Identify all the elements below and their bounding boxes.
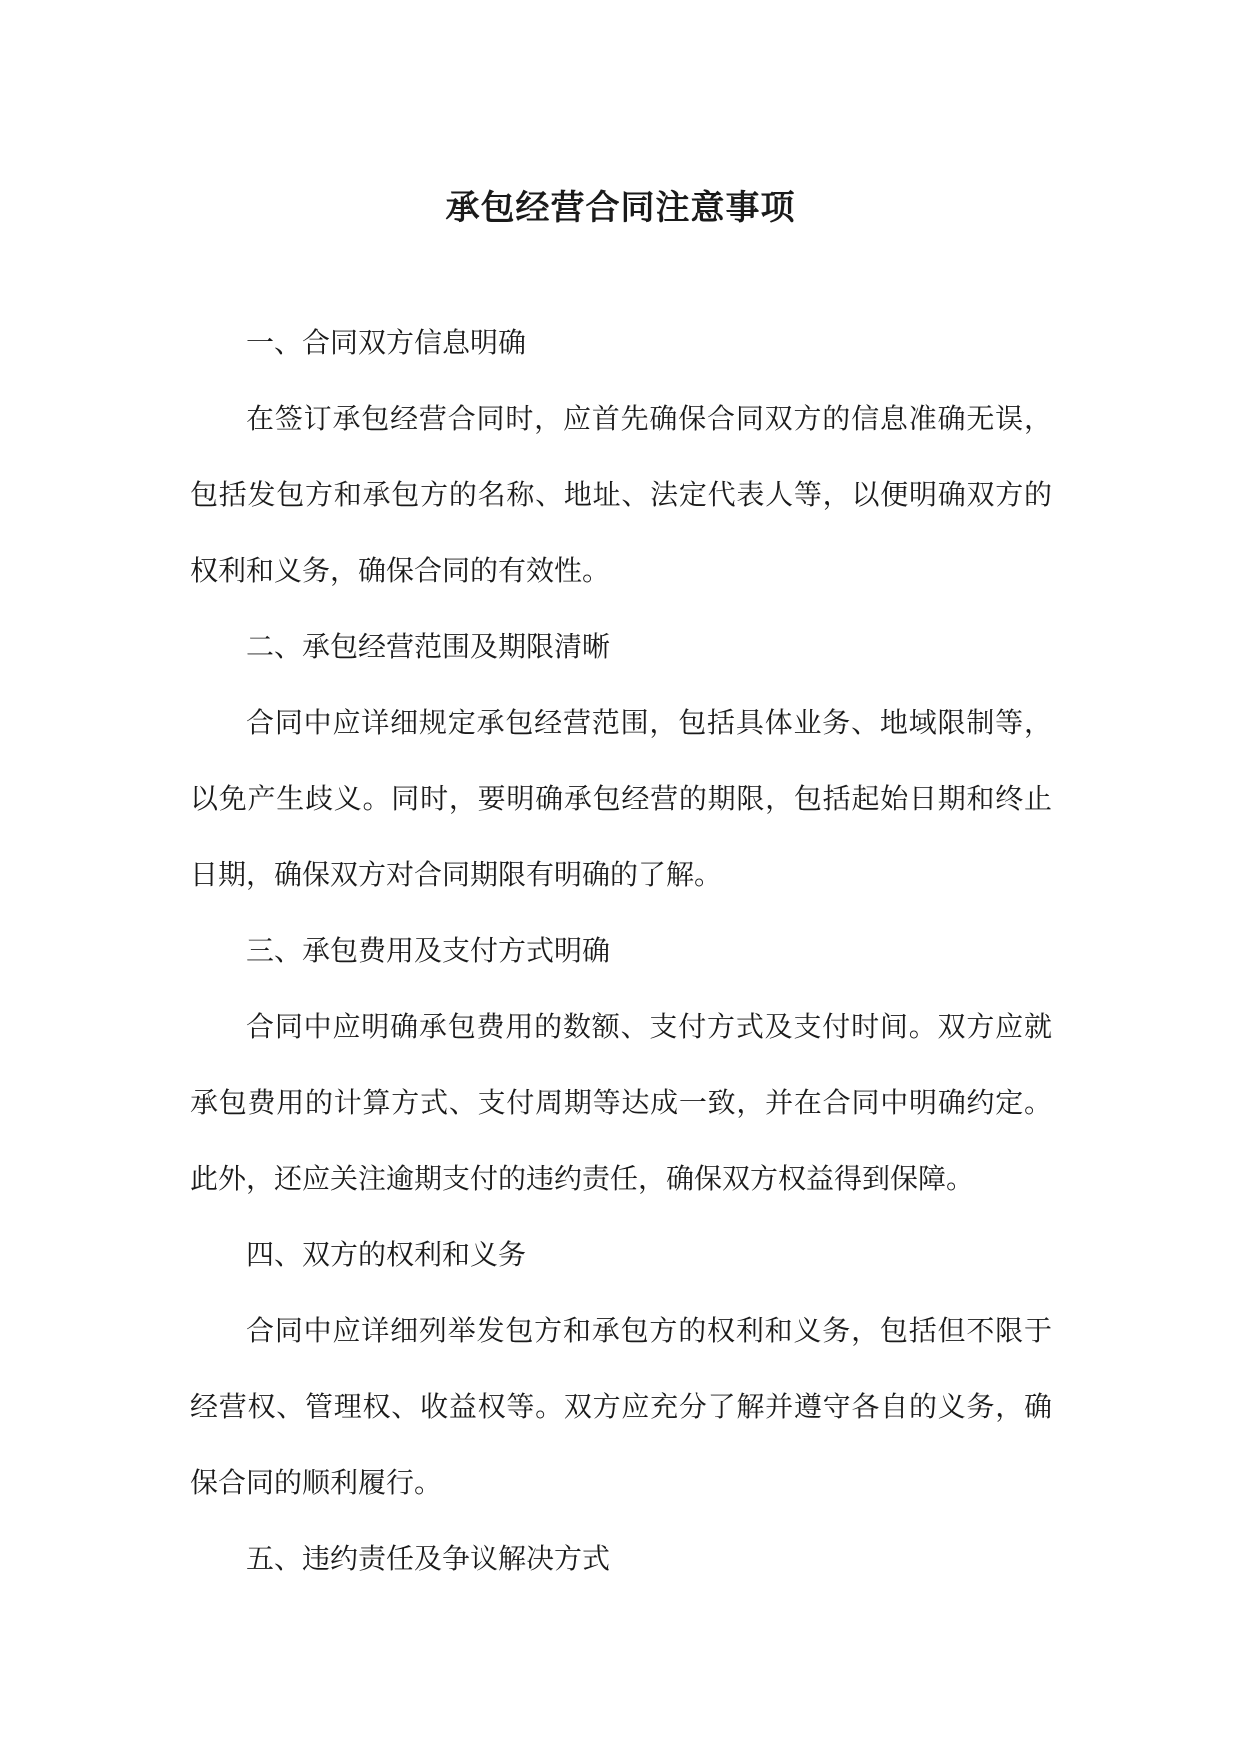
section-paragraph-4: 合同中应详细列举发包方和承包方的权利和义务，包括但不限于经营权、管理权、收益权等。双方应充分了解并遵守各自的义务，确保合同的顺利履行。	[190, 1314, 1052, 1499]
section-paragraph-2: 合同中应详细规定承包经营范围，包括具体业务、地域限制等，以免产生歧义。同时，要明确承包经营的期限，包括起始日期和终止日期，确保双方对合同期限有明确的了解。	[190, 706, 1052, 891]
section-heading-3: 三、承包费用及支付方式明确	[246, 934, 611, 967]
section-paragraph-1: 在签订承包经营合同时，应首先确保合同双方的信息准确无误，包括发包方和承包方的名称、地址、法定代表人等，以便明确双方的权利和义务，确保合同的有效性。	[190, 402, 1052, 587]
document-title: 承包经营合同注意事项	[445, 188, 796, 228]
section-heading-1: 一、合同双方信息明确	[246, 326, 527, 359]
section-heading-5: 五、违约责任及争议解决方式	[246, 1542, 611, 1575]
section-paragraph-3: 合同中应明确承包费用的数额、支付方式及支付时间。双方应就承包费用的计算方式、支付周期等达成一致，并在合同中明确约定。此外，还应关注逾期支付的违约责任，确保双方权益得到保障。	[190, 1010, 1052, 1195]
document-body	[190, 305, 1052, 1597]
section-heading-2: 二、承包经营范围及期限清晰	[246, 630, 611, 663]
section-heading-4: 四、双方的权利和义务	[246, 1238, 527, 1271]
